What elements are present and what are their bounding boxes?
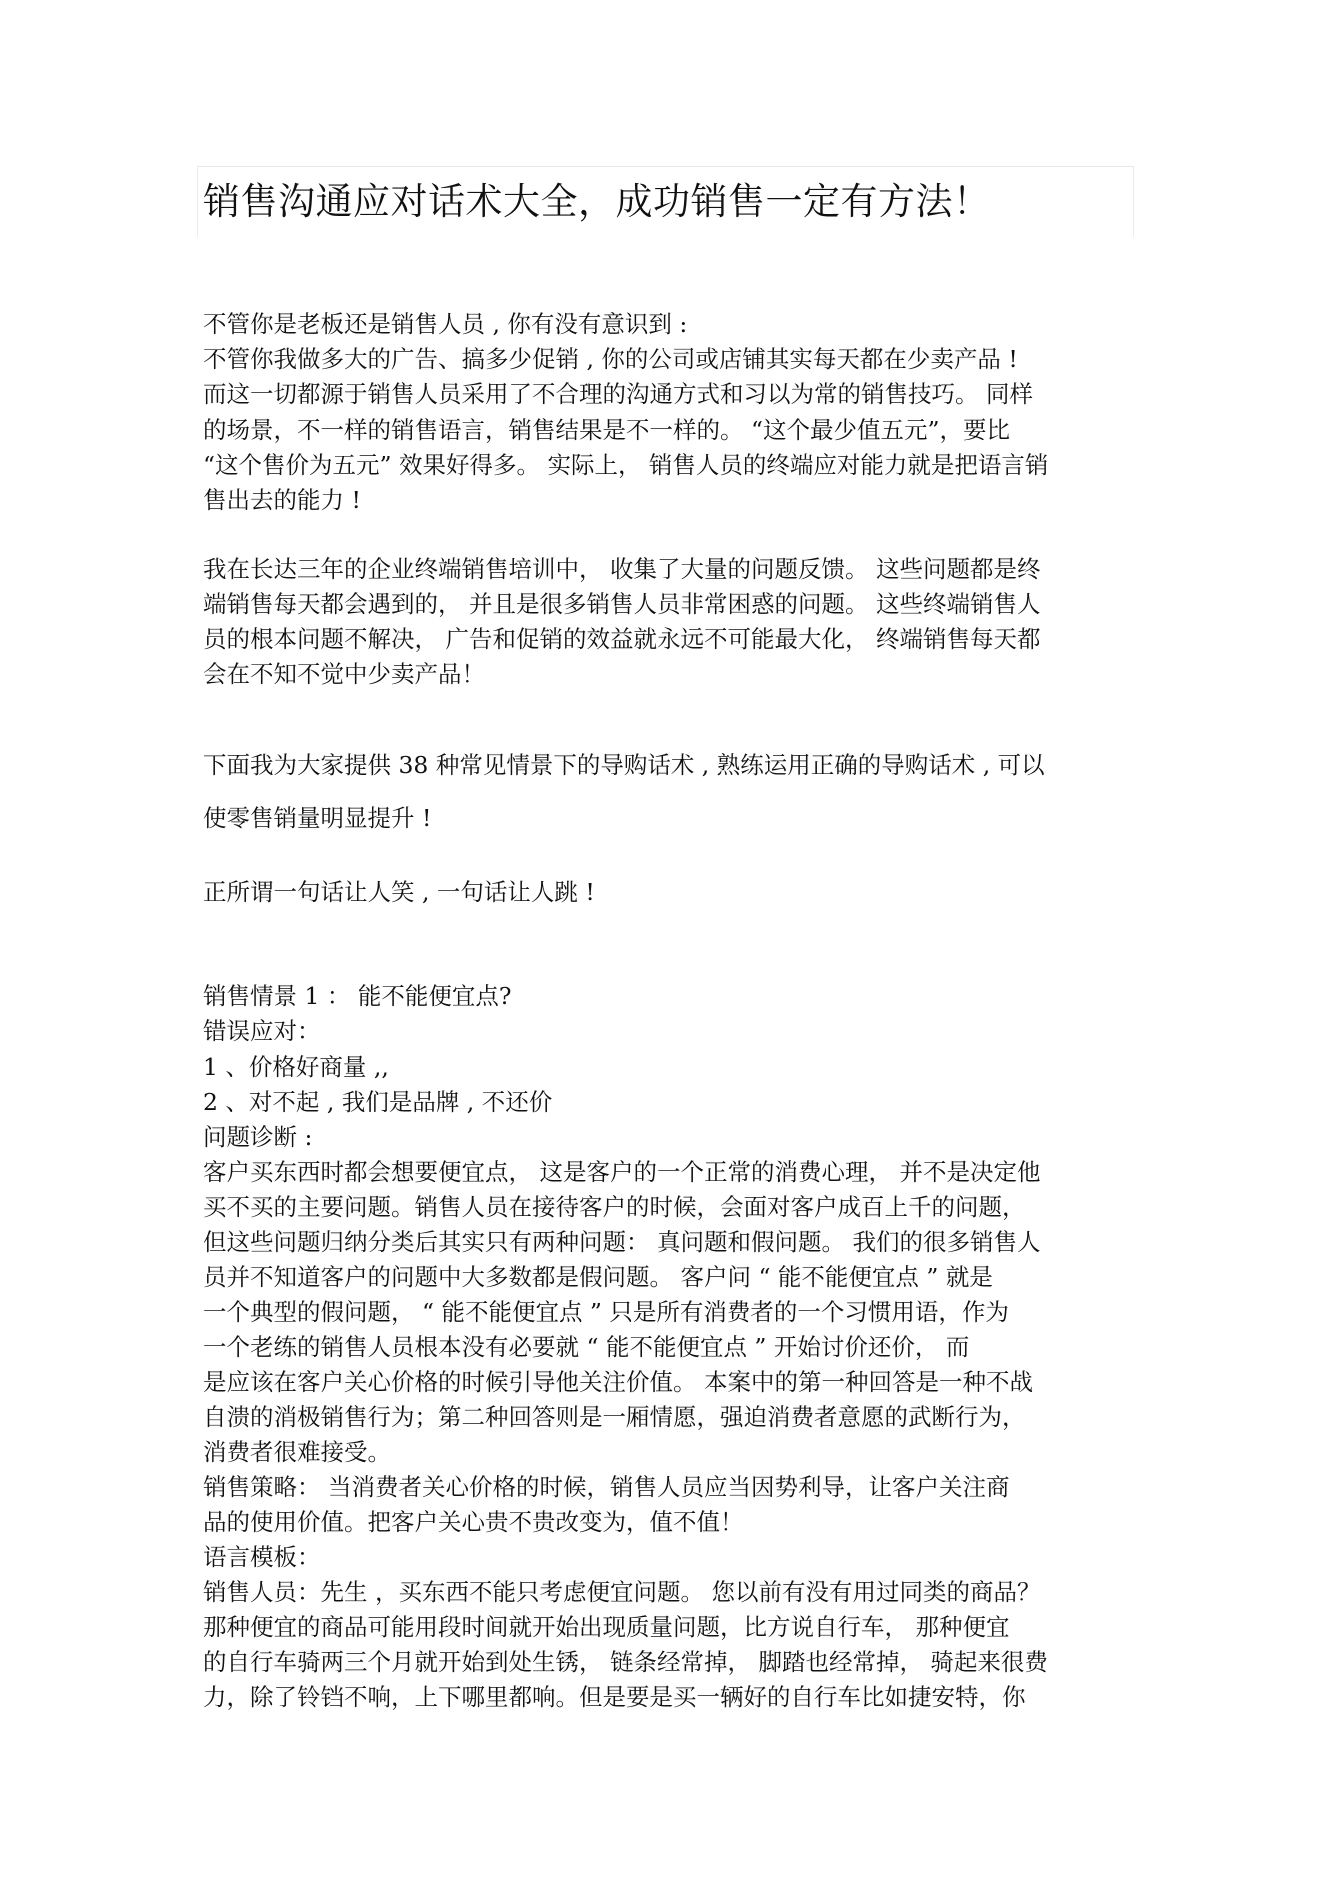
- text-line: 的自行车骑两三个月就开始到处生锈， 链条经常掉， 脚踏也经常掉， 骑起来很费: [203, 1648, 1048, 1676]
- text-line: 我在长达三年的企业终端销售培训中， 收集了大量的问题反馈。 这些问题都是终: [203, 555, 1041, 583]
- text-line: 会在不知不觉中少卖产品！: [203, 660, 485, 688]
- text-line: 客户买东西时都会想要便宜点， 这是客户的一个正常的消费心理， 并不是决定他: [203, 1158, 1041, 1186]
- text-line: “这个售价为五元” 效果好得多。 实际上， 销售人员的终端应对能力就是把语言销: [203, 451, 1049, 479]
- text-line: 一个典型的假问题， “ 能不能便宜点 ” 只是所有消费者的一个习惯用语，作为: [203, 1298, 1009, 1326]
- text-line: 员的根本问题不解决， 广告和促销的效益就永远不可能最大化， 终端销售每天都: [203, 625, 1041, 653]
- text-line: 语言模板：: [203, 1543, 321, 1571]
- text-line: 买不买的主要问题。销售人员在接待客户的时候，会面对客户成百上千的问题，: [203, 1193, 1026, 1221]
- text-line: 不管你是老板还是销售人员 , 你有没有意识到 :: [203, 310, 688, 338]
- document-title: 销售沟通应对话术大全，成功销售一定有方法！: [203, 180, 991, 223]
- text-line: 但这些问题归纳分类后其实只有两种问题： 真问题和假问题。 我们的很多销售人: [203, 1228, 1041, 1256]
- text-line: 是应该在客户关心价格的时候引导他关注价值。 本案中的第一种回答是一种不战: [203, 1368, 1033, 1396]
- text-line: 品的使用价值。把客户关心贵不贵改变为，值不值！: [203, 1508, 744, 1536]
- text-line: 1 、价格好商量 ,,: [203, 1053, 389, 1081]
- text-line: 不管你我做多大的广告、搞多少促销 , 你的公司或店铺其实每天都在少卖产品 !: [203, 345, 1018, 373]
- text-line: 销售人员：先生 ，买东西不能只考虑便宜问题。 您以前有没有用过同类的商品？: [203, 1578, 1041, 1606]
- text-line: 正所谓一句话让人笑 , 一句话让人跳 !: [203, 878, 595, 906]
- text-line: 而这一切都源于销售人员采用了不合理的沟通方式和习以为常的销售技巧。 同样: [203, 380, 1033, 408]
- text-line: 消费者很难接受。: [203, 1438, 391, 1466]
- text-line: 问题诊断 :: [203, 1123, 313, 1151]
- text-line: 2 、对不起 , 我们是品牌 , 不还价: [203, 1088, 553, 1116]
- text-line: 售出去的能力 !: [203, 486, 361, 514]
- text-line: 那种便宜的商品可能用段时间就开始出现质量问题，比方说自行车， 那种便宜: [203, 1613, 1010, 1641]
- text-line: 一个老练的销售人员根本没有必要就 “ 能不能便宜点 ” 开始讨价还价， 而: [203, 1333, 970, 1361]
- text-line: 销售策略： 当消费者关心价格的时候，销售人员应当因势利导，让客户关注商: [203, 1473, 1010, 1501]
- text-line: 力，除了铃铛不响，上下哪里都响。但是要是买一辆好的自行车比如捷安特，你: [203, 1683, 1026, 1711]
- text-line: 员并不知道客户的问题中大多数都是假问题。 客户问 “ 能不能便宜点 ” 就是: [203, 1263, 993, 1291]
- text-line: 端销售每天都会遇到的， 并且是很多销售人员非常困惑的问题。 这些终端销售人: [203, 590, 1041, 618]
- text-line: 销售情景 1 ： 能不能便宜点?: [203, 982, 512, 1010]
- text-line: 使零售销量明显提升 !: [203, 804, 432, 832]
- text-line: 的场景，不一样的销售语言，销售结果是不一样的。 “这个最少值五元”，要比: [203, 416, 1010, 444]
- text-line: 下面我为大家提供 38 种常见情景下的导购话术 , 熟练运用正确的导购话术 , 可以: [203, 751, 1045, 779]
- text-line: 错误应对：: [203, 1017, 321, 1045]
- text-line: 自溃的消极销售行为；第二种回答则是一厢情愿，强迫消费者意愿的武断行为，: [203, 1403, 1026, 1431]
